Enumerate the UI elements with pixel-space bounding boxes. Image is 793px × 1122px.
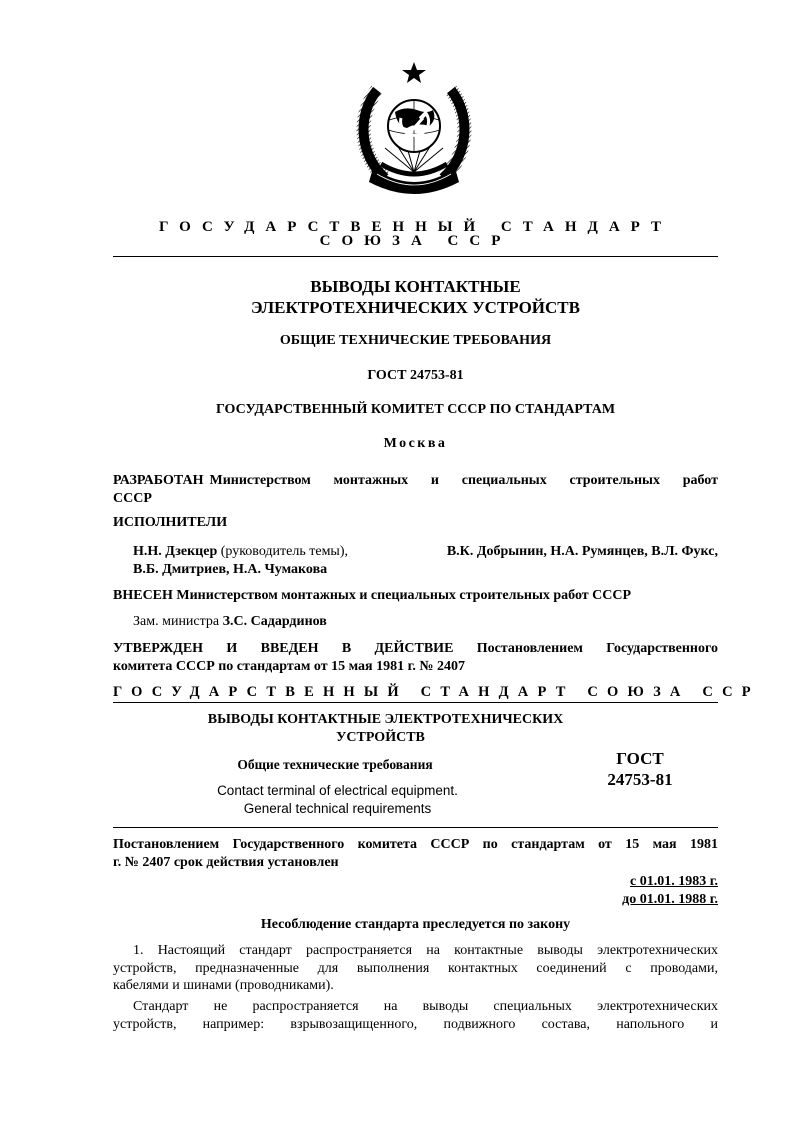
- deputy-name: З.С. Садардинов: [222, 614, 327, 629]
- p2-line2: устройств, например: взрывозащищенного, подвижного состава, напольного и: [113, 1016, 718, 1032]
- standard-title-line1: ВЫВОДЫ КОНТАКТНЫЕ ЭЛЕКТРОТЕХНИЧЕСКИХ: [207, 712, 564, 727]
- banner-divider: [113, 702, 718, 703]
- gost-box-line2: 24753-81: [607, 770, 673, 789]
- performers-line2: В.Б. Дмитриев, Н.А. Чумакова: [133, 562, 328, 577]
- performers-list: [133, 543, 718, 579]
- standard-heading: [113, 219, 718, 250]
- paragraph-1: [113, 942, 718, 995]
- ussr-emblem-icon: [355, 60, 473, 198]
- performers-line1: [133, 543, 718, 561]
- standard-title: [113, 711, 658, 747]
- introduced-text: Министерством монтажных и специальных строительных работ СССР: [176, 588, 632, 603]
- paragraph-2: [113, 998, 718, 1033]
- document-title: [113, 276, 718, 318]
- gost-box: [580, 748, 700, 790]
- committee-name: ГОСУДАРСТВЕННЫЙ КОМИТЕТ СССР ПО СТАНДАРТАМ: [215, 402, 616, 417]
- approved-line1: УТВЕРЖДЕН И ВВЕДЕН В ДЕЙСТВИЕ Постановлением Государственного: [113, 641, 718, 656]
- approved-by: [113, 640, 718, 676]
- performers-rest: В.К. Добрынин, Н.А. Румянцев, В.Л. Фукс,: [446, 544, 718, 559]
- english-title-line2: General technical requirements: [243, 801, 432, 816]
- developed-line1: [113, 472, 718, 490]
- standard-banner: ГОСУДАРСТВЕННЫЙ СТАНДАРТ СОЮЗА ССР: [113, 684, 760, 700]
- standard-heading-line1: ГОСУДАРСТВЕННЫЙ СТАНДАРТ: [158, 219, 673, 235]
- deputy-label: Зам. министра: [133, 614, 220, 629]
- validity-line2: г. № 2407 срок действия установлен: [113, 855, 339, 870]
- standard-subtitle: Общие технические требования: [237, 757, 433, 772]
- p1-line2: устройств, предназначенные для выполнения контактных соединений с проводами,: [113, 960, 718, 976]
- divider: [113, 256, 718, 257]
- deputy-minister: [133, 614, 327, 630]
- validity-text: [113, 836, 718, 872]
- english-title: [170, 782, 505, 818]
- performer-name: Н.Н. Дзекцер: [133, 544, 218, 559]
- p1-line1: 1. Настоящий стандарт распространяется на контактные выводы электротехнических: [133, 943, 718, 958]
- developed-line2: СССР: [113, 491, 152, 506]
- title-line1: ВЫВОДЫ КОНТАКТНЫЕ: [310, 277, 521, 296]
- gost-number: ГОСТ 24753-81: [367, 368, 464, 383]
- law-warning: Несоблюдение стандарта преследуется по закону: [260, 917, 571, 932]
- header-divider: [113, 827, 718, 828]
- developed-label: РАЗРАБОТАН: [113, 473, 204, 488]
- introduced-by: [113, 588, 631, 604]
- developed-text: Министерством монтажных и специальных строительных работ: [209, 473, 718, 488]
- performer-role: (руководитель темы),: [220, 544, 348, 559]
- p1-line3: кабелями и шинами (проводниками).: [113, 978, 334, 993]
- title-line2: ЭЛЕКТРОТЕХНИЧЕСКИХ УСТРОЙСТВ: [251, 298, 580, 317]
- standard-heading-line2: СОЮЗА ССР: [319, 233, 512, 249]
- approved-line2: комитета СССР по стандартам от 15 мая 1981 г. № 2407: [113, 659, 465, 674]
- developed-by: [113, 472, 718, 508]
- introduced-label: ВНЕСЕН: [113, 588, 173, 603]
- standard-title-line2: УСТРОЙСТВ: [336, 730, 425, 745]
- validity-line1: Постановлением Государственного комитета СССР по стандартам от 15 мая 1981: [113, 837, 718, 852]
- english-title-line1: Contact terminal of electrical equipment.: [217, 783, 458, 798]
- document-subtitle: ОБЩИЕ ТЕХНИЧЕСКИЕ ТРЕБОВАНИЯ: [279, 333, 552, 348]
- validity-from: с 01.01. 1983 г.: [630, 874, 718, 889]
- p2-line1: Стандарт не распространяется на выводы специальных электротехнических: [133, 999, 718, 1014]
- gost-box-line1: ГОСТ: [616, 749, 664, 768]
- performers-label: ИСПОЛНИТЕЛИ: [113, 515, 228, 530]
- city: Москва: [383, 436, 448, 451]
- validity-to: до 01.01. 1988 г.: [622, 892, 718, 907]
